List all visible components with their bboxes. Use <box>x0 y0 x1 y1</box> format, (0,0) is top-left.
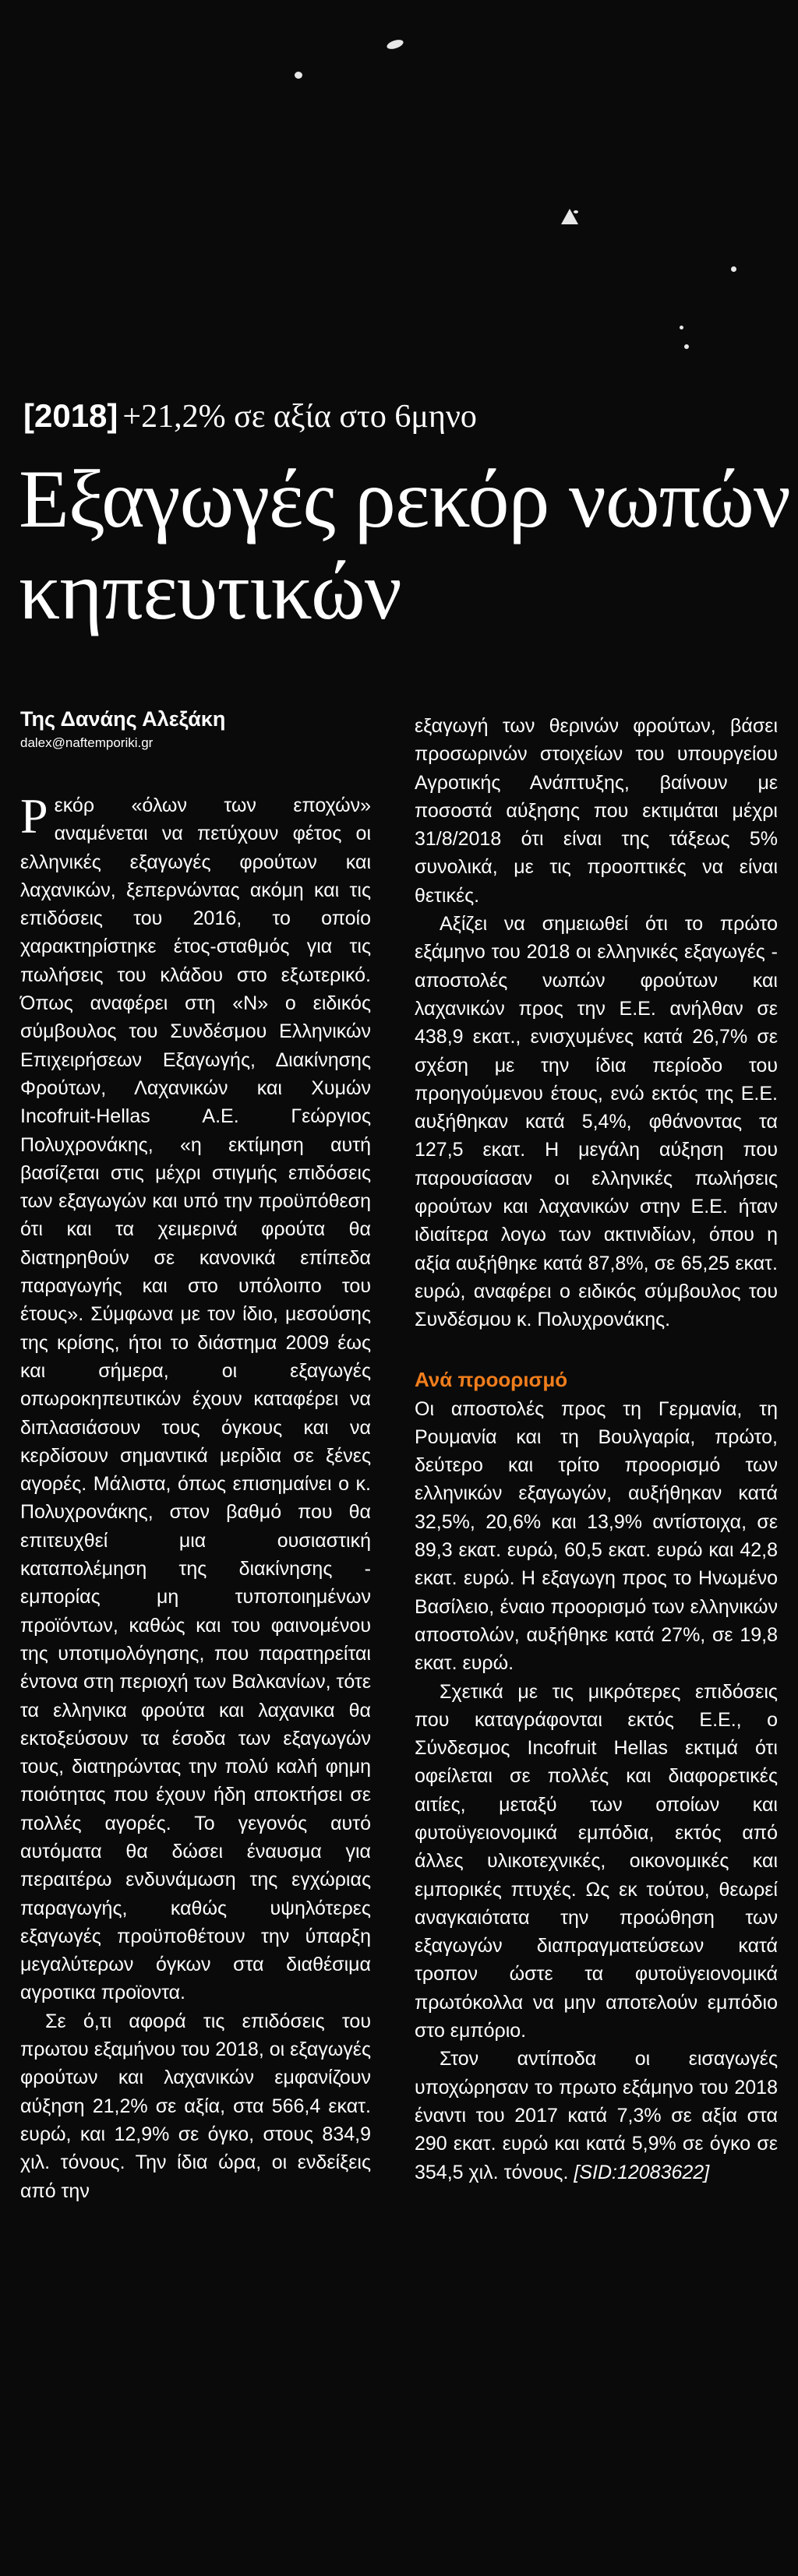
scan-mark <box>561 209 578 224</box>
paragraph-text: εκόρ «όλων των εποχών» αναμένεται να πετύχουν φέτος οι ελληνικές εξαγωγές φρούτων και λαχανικών, ξεπερνώντας ακόμη και τις επιδόσεις του 2016, το οποίο χαρακτηρίστηκε έτος-σταθμός για τις πωλήσεις του κλάδου στο εξωτερικό. Όπως αναφέρει στη «Ν» ο ειδικός σύμβουλος του Συνδέσμου Ελληνικών Επιχειρήσεων Εξαγωγής, Διακίνησης Φρούτων, Λαχανικών και Χυμών Incofruit-Hellas Α.Ε. Γεώργιος Πολυχρονάκης, «η εκτίμηση αυτή βασίζεται στις μέχρι στιγμής επιδόσεις των εξαγωγών και υπό την προϋπόθεση ότι και τα χειμερινά φρούτα θα διατηρηθούν σε κανονικά επίπεδα παραγωγής και στο υπόλοιπο του έτους». Σύμφωνα με τον ίδιο, μεσούσης της κρίσης, ήτοι το διάστημα 2009 έως και σήμερα, οι εξαγωγές οπωροκηπευτικών έχουν καταφέρει να διπλασιάσουν τους όγκους και να κερδίσουν σημαντικά μερίδια σε ξένες αγορές. Μάλιστα, όπως επισημαίνει ο κ. Πολυχρονάκης, στον βαθμό που θα επιτευχθεί μια ουσιαστική καταπολέμηση της διακίνησης - εμπορίας μη τυποποιημένων προϊόντων, καθώς και του φαινομένου της υποτιμολόγησης, που παρατηρείται έντονα στη περιοχή των Βαλκανίων, τότε τα ελληνικα φρούτα και λαχανικα θα εκτοξεύσουν τα έσοδα των εξαγωγών τους, διατηρώντας την πολύ καλή φημη ποιότητας που έχουν ήδη αποκτήσει σε πολλές αγορές. Το γεγονός αυτό αυτόματα θα δώσει έναυσμα για περαιτέρω ενδυνάμωση της εγχώριας παραγωγής, καθώς υψηλότερες εξαγωγές προϋποθέτουν την ύπαρξη μεγαλύτερων όγκων στα διαθέσιμα αγροτικα προϊοντα. <box>20 795 371 2004</box>
kicker <box>23 396 477 437</box>
headline: Εξαγωγές ρεκόρ νωπών κηπευτικών <box>19 453 790 636</box>
paragraph: Οι αποστολές προς τη Γερμανία, τη Ρουμανία και τη Βουλγαρία, πρώτο, δεύτερο και τρίτο προορισμό των ελληνικών εξαγωγών, αυξήθηκαν κατά 32,5%, 20,6% και 13,9% αντίστοιχα, σε 89,3 εκατ. ευρώ, 60,5 εκατ. ευρώ και 42,8 εκατ. ευρώ. Η εξαγωγη προς το Ηνωμένο Βασίλειο, έναιο προορισμό των ελληνικών αποστολών, αυξήθηκε κατά 27%, σε 19,8 εκατ. ευρώ. <box>415 1397 778 1675</box>
paragraph: εξαγωγή των θερινών φρούτων, βάσει προσωρινών στοιχείων του υπουργείου Αγροτικής Ανάπτυξης, βαίνουν με ποσοστά αύξησης που εκτιμάται μέχρι 31/8/2018 ότι είναι της τάξεως 5% συνολικά, με τις προοπτικές να είναι θετικές. <box>415 715 778 907</box>
left-column <box>20 788 371 2205</box>
scan-speck <box>386 38 404 51</box>
paragraph-text: Στον αντίποδα οι εισαγωγές υποχώρησαν το πρωτο εξάμηνο του 2018 έναντι του 2017 κατά 7,3% σε αξία στα 290 εκατ. ευρώ και κατά 5,9% σε όγκο σε 354,5 χιλ. τόνους. <box>415 2048 778 2183</box>
kicker-text: +21,2% σε αξία στο 6μηνο <box>122 399 477 435</box>
author-email: dalex@naftemporiki.gr <box>20 735 154 750</box>
scan-speck <box>680 326 683 329</box>
right-column <box>415 712 778 2187</box>
kicker-year: [2018] <box>23 397 118 434</box>
drop-cap: Ρ <box>20 788 48 844</box>
paragraph: Σε ό,τι αφορά τις επιδόσεις του πρωτου εξαμήνου του 2018, οι εξαγωγές φρούτων και λαχανικών εμφανίζουν αύξηση 21,2% σε αξία, στα 566,4 εκατ. ευρώ, και 12,9% σε όγκο, στους 834,9 χιλ. τόνους. Την ίδια ώρα, οι ενδείξεις από την <box>20 2010 371 2202</box>
scan-speck <box>295 72 302 79</box>
scan-speck <box>684 344 689 349</box>
subheading: Ανά προορισμό <box>415 1367 568 1391</box>
author-name: Της Δανάης Αλεξάκη <box>20 707 226 731</box>
paragraph <box>20 788 371 2007</box>
paragraph: Σχετικά με τις μικρότερες επιδόσεις που καταγράφονται εκτός Ε.Ε., ο Σύνδεσμος Incofruit Hellas εκτιμά ότι οφείλεται σε πολλές και διαφορετικές αιτίες, μεταξύ των οποίων και φυτοϋγειονομικά εμπόδια, εκτός από άλλες υλικοτεχνικές, οικονομικές και εμπορικές πτυχές. Ως εκ τούτου, θεωρεί αναγκαιότατα την προώθηση των εξαγωγών διαπραγματεύσεων κατά τροπον ώστε τα φυτοϋγειονομικά πρωτόκολλα να μην αποτελούν εμπόδιο στο εμπόριο. <box>415 1680 778 2042</box>
paragraph <box>415 2045 778 2186</box>
sid-reference: [SID:12083622] <box>574 2161 710 2183</box>
paragraph: Αξίζει να σημειωθεί ότι το πρώτο εξάμηνο του 2018 οι ελληνικές εξαγωγές - αποστολές νωπών φρούτων και λαχανικών προς την Ε.Ε. ανήλθαν σε 438,9 εκατ., ενισχυμένες κατά 26,7% σε σχέση με την ίδια περίοδο του προηγούμενου έτους, ενώ εκτός της Ε.Ε. αυξήθηκαν κατά 5,4%, φθάνοντας τα 127,5 εκατ. Η μεγάλη αύξηση που παρουσίασαν οι ελληνικές πωλήσεις φρούτων και λαχανικών στην Ε.Ε. ήταν ιδιαίτερα λογω των ακτινιδίων, όπου η αξία αυξήθηκε κατά 87,8%, σε 65,25 εκατ. ευρώ, αναφέρει ο ειδικός σύμβουλος του Συνδέσμου κ. Πολυχρονάκης. <box>415 913 778 1331</box>
scan-speck <box>731 266 736 272</box>
